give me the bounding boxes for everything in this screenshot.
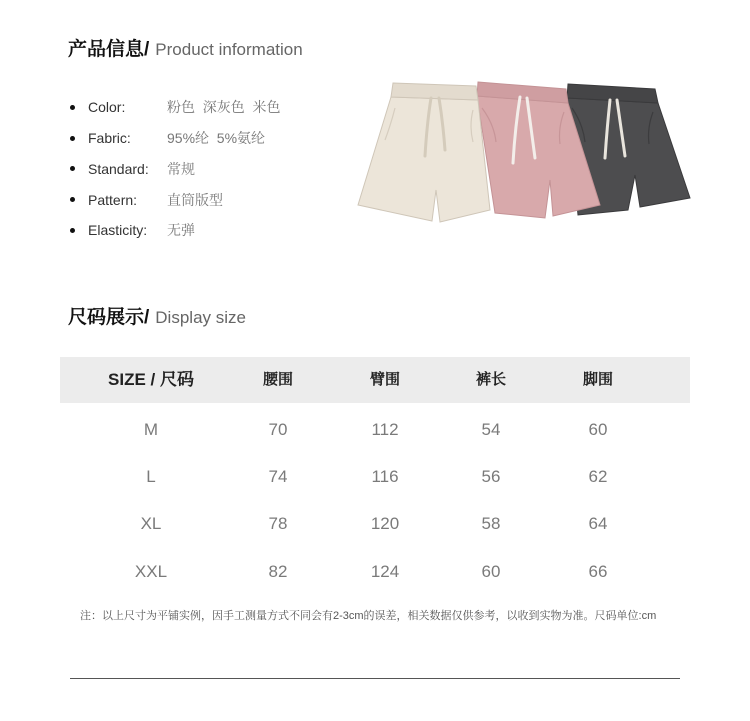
table-cell: 54 <box>481 420 501 439</box>
table-header <box>60 357 690 403</box>
table-cell: 62 <box>588 467 608 486</box>
table-cell: 56 <box>481 467 501 486</box>
product-info-title <box>68 38 303 62</box>
spec-label: Color: <box>88 99 126 116</box>
product-info-title-en: Product information <box>155 40 303 59</box>
table-header-cell-hem: 脚围 <box>582 371 613 388</box>
table-cell: 112 <box>371 420 399 439</box>
table-cell: 60 <box>588 420 608 439</box>
product-image <box>355 78 695 228</box>
product-info-title-cn: 产品信息/ <box>68 39 150 60</box>
spec-label: Elasticity: <box>88 222 148 239</box>
bullet-icon <box>70 166 75 171</box>
spec-row-elasticity <box>68 215 348 246</box>
bullet-icon <box>70 105 75 110</box>
spec-list <box>68 92 348 246</box>
shorts-cream <box>358 83 490 222</box>
table-cell: XL <box>140 514 162 533</box>
size-section-title <box>68 306 246 330</box>
spec-row-fabric <box>68 123 348 154</box>
table-cell: 82 <box>268 562 288 581</box>
spec-label: Pattern: <box>88 191 138 208</box>
table-row <box>60 548 690 595</box>
table-cell: 74 <box>268 467 288 486</box>
table-cell: 120 <box>370 514 400 533</box>
table-row <box>60 453 690 500</box>
spec-value: 粉色 深灰色 米色 <box>167 99 281 116</box>
shorts-cream-waistband <box>391 83 478 100</box>
size-note: 注：以上尺寸为平铺实例，因手工测量方式不同会有2-3cm的误差，相关数据仅供参考，以收到实物为准。尺码单位:cm <box>80 610 657 622</box>
size-table <box>60 357 690 597</box>
bottom-divider <box>70 678 680 679</box>
spec-value: 常规 <box>167 160 195 177</box>
table-cell: 66 <box>588 562 608 581</box>
size-section-title-cn: 尺码展示/ <box>68 307 150 328</box>
spec-value: 95%纶 5%氨纶 <box>167 130 266 147</box>
table-row <box>60 500 690 547</box>
bullet-icon <box>70 228 75 233</box>
table-cell: 64 <box>588 514 608 533</box>
spec-label: Standard: <box>88 160 149 177</box>
table-cell: 124 <box>370 562 400 581</box>
table-cell: 116 <box>371 467 399 486</box>
table-cell: 70 <box>268 420 288 439</box>
spec-value: 无弹 <box>167 222 195 239</box>
table-cell: 58 <box>481 514 501 533</box>
table-header-cell-waist: 腰围 <box>262 371 293 388</box>
table-cell: 60 <box>481 562 501 581</box>
table-cell: XXL <box>134 562 168 581</box>
table-cell: 78 <box>268 514 288 533</box>
shorts-cream-body <box>358 97 490 222</box>
bullet-icon <box>70 197 75 202</box>
spec-row-color <box>68 92 348 123</box>
table-row <box>60 406 690 453</box>
spec-value: 直筒版型 <box>167 191 223 208</box>
table-header-cell-length: 裤长 <box>475 371 506 388</box>
bullet-icon <box>70 136 75 141</box>
spec-row-pattern <box>68 184 348 215</box>
table-header-cell-arm: 臂围 <box>369 371 400 388</box>
size-section-title-en: Display size <box>155 308 246 327</box>
table-cell: L <box>146 467 156 486</box>
spec-row-standard <box>68 154 348 185</box>
spec-label: Fabric: <box>88 130 131 147</box>
table-header-cell-size: SIZE / 尺码 <box>108 370 194 389</box>
table-cell: M <box>143 420 159 439</box>
